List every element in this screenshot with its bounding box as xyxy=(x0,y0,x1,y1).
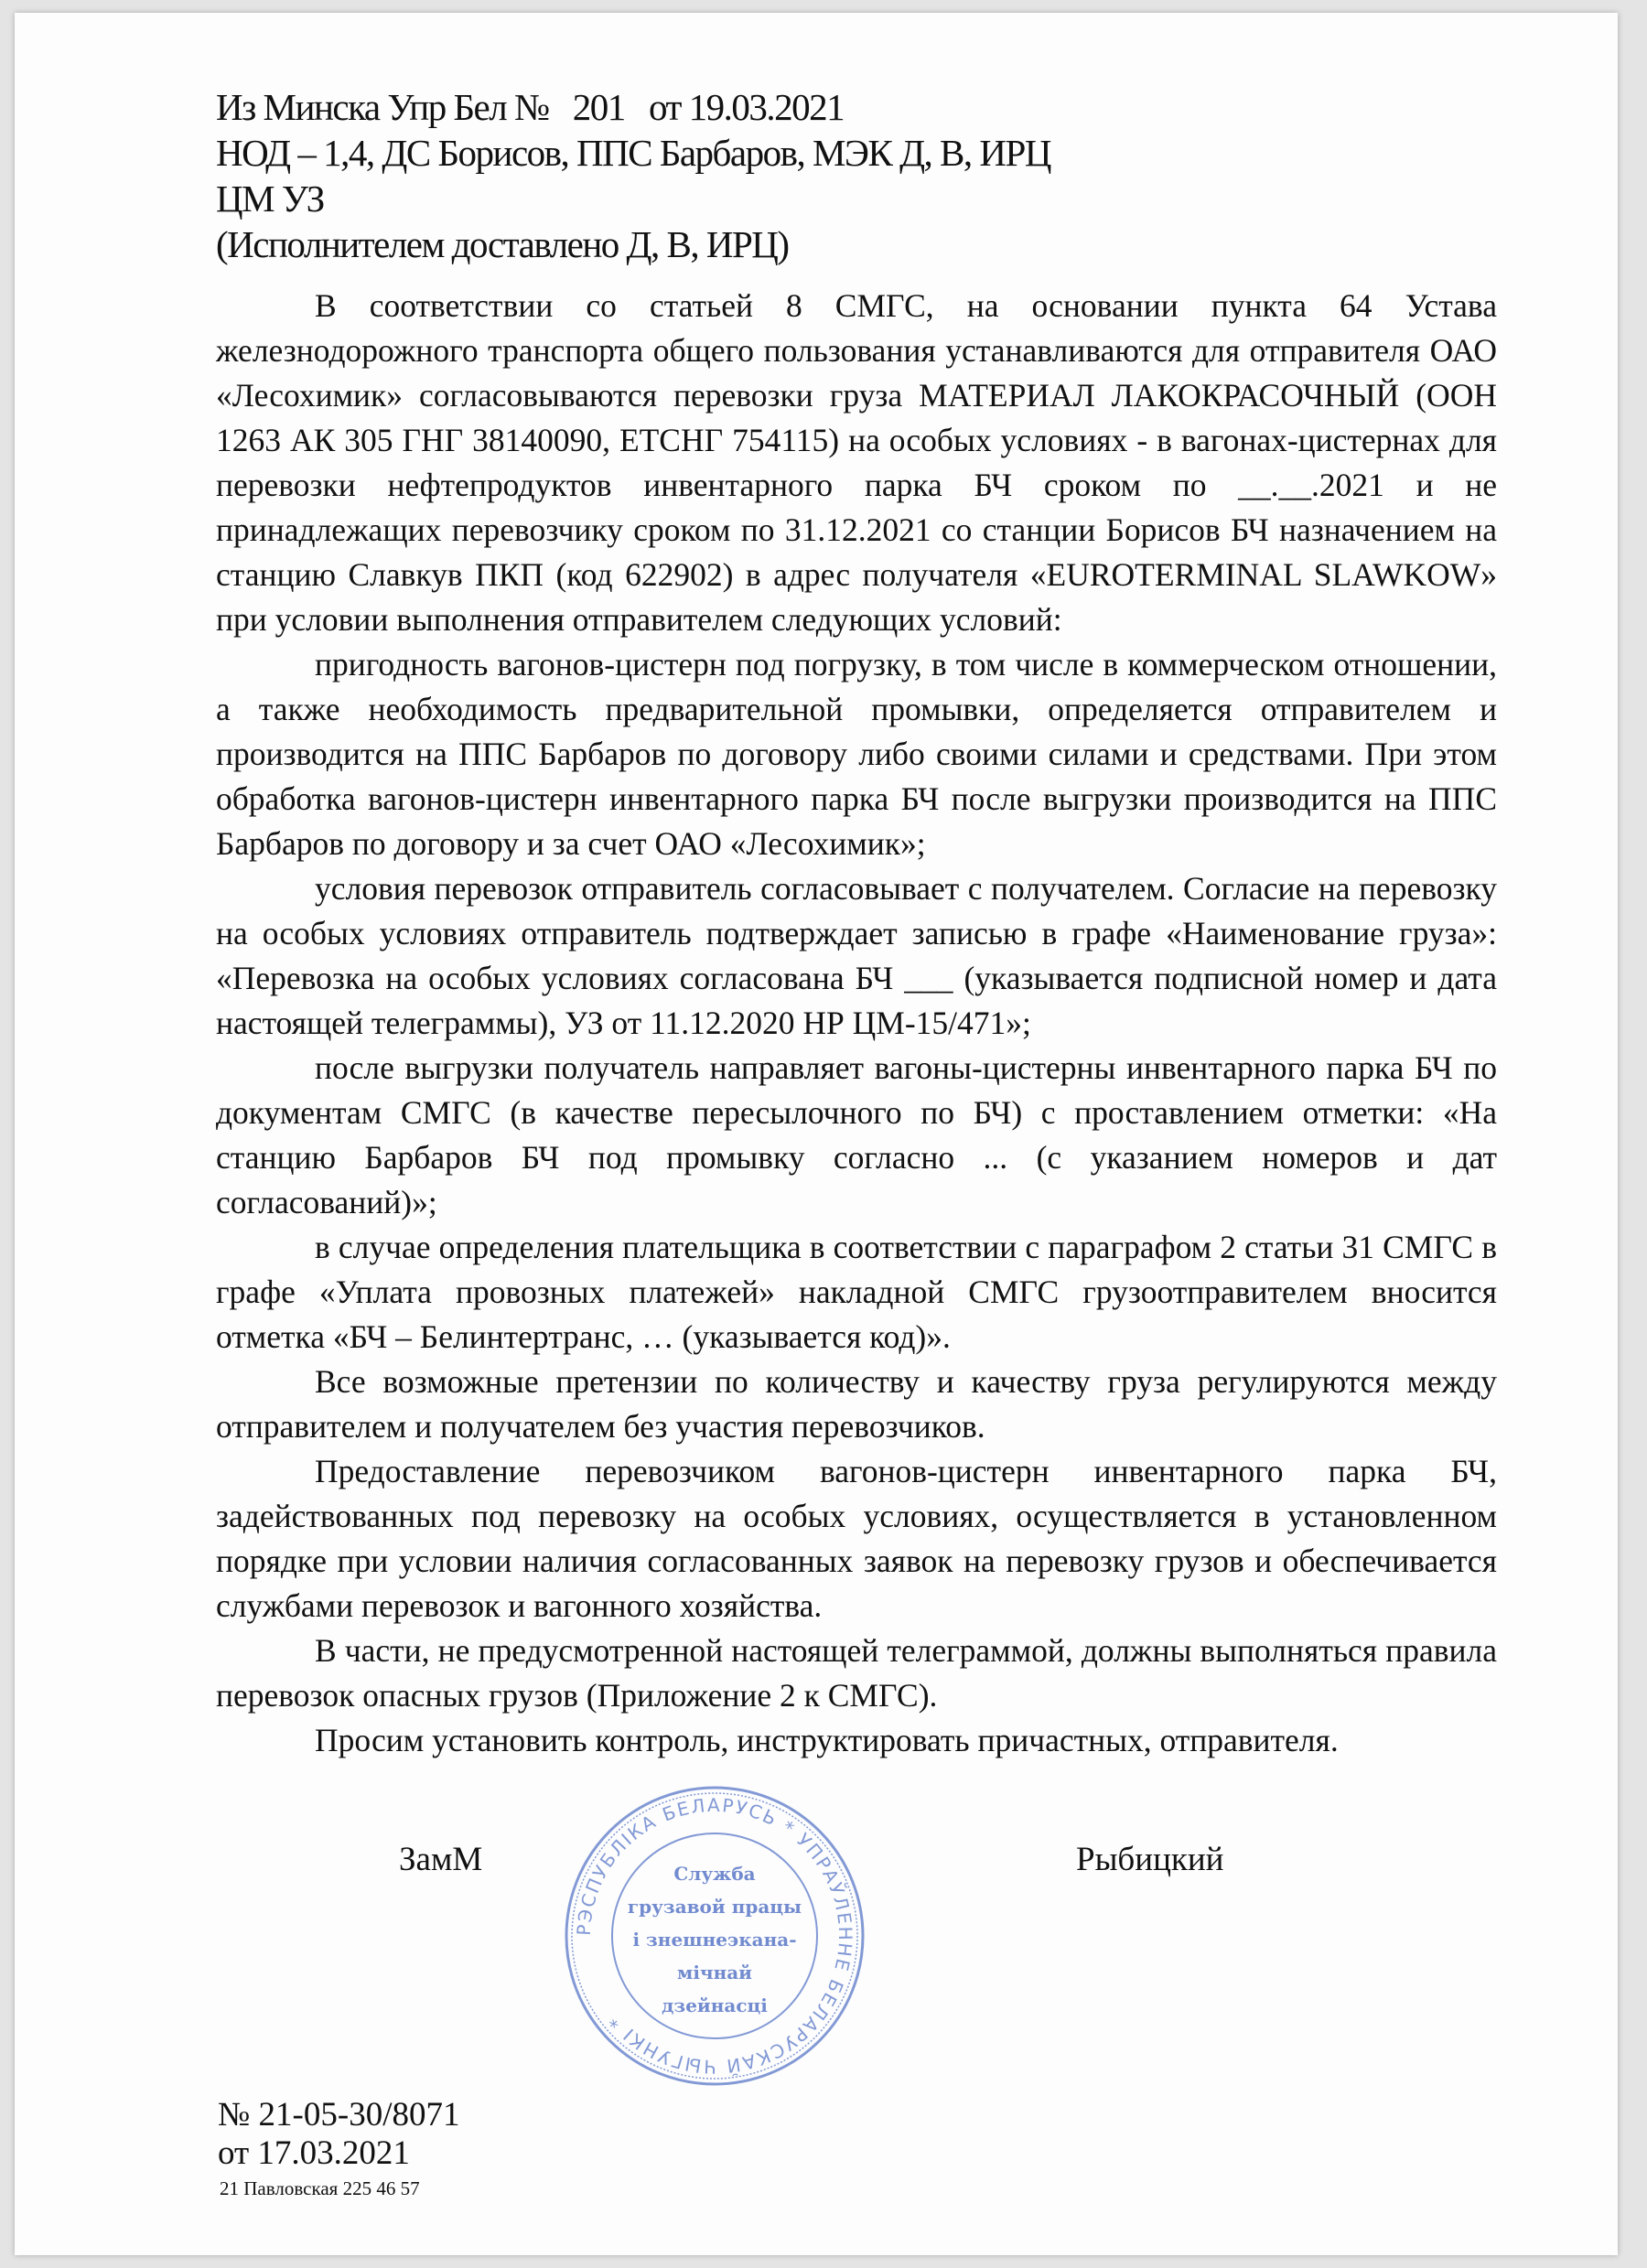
header-line: Из Минска Упр Бел № 201 от 19.03.2021 xyxy=(216,86,845,128)
outgoing-reference xyxy=(216,2096,1512,2173)
executor-contact: 21 Павловская 225 46 57 xyxy=(220,2177,420,2199)
header-line: (Исполнителем доставлено Д, В, ИРЦ) xyxy=(216,223,789,265)
telegram-header xyxy=(216,84,1512,267)
document-page xyxy=(15,13,1618,2255)
stamp-line: грузавой працы xyxy=(627,1896,802,1918)
paragraph: Предоставление перевозчиком вагонов-цистерн инвентарного парка БЧ, задействованных под перевозку на особых условиях, осуществляется в установленном порядке при условии наличия согласованных заявок на перевозку грузов и обеспечивается службами перевозок и вагонного хозяйства. xyxy=(216,1453,1497,1624)
stamp-line: мічнай xyxy=(676,1962,753,1983)
signature-row xyxy=(216,1785,1497,2087)
header-line: НОД – 1,4, ДС Борисов, ППС Барбаров, МЭК Д, В, ИРЦ xyxy=(216,132,1050,174)
stamp-line: Служба xyxy=(673,1863,756,1885)
paragraph: В соответствии со статьей 8 СМГС, на основании пункта 64 Устава железнодорожного транспорта общего пользования устанавливаются для отправителя ОАО «Лесохимик» согласовываются перевозки груза МАТЕРИАЛ ЛАКОКРАСОЧНЫЙ (ООН 1263 АК 305 ГНГ 38140090, ЕТСНГ 754115) на особых условиях - в вагонах-цистернах для перевозки нефтепродуктов инвентарного парка БЧ сроком по __.__.2021 и не принадлежащих перевозчику сроком по 31.12.2021 со станции Борисов БЧ назначением на станцию Славкув ПКП (код 622902) в адрес получателя «EUROTERMINAL SLAWKOW» при условии выполнения отправителем следующих условий: xyxy=(216,287,1497,638)
paragraph: Все возможные претензии по количеству и качеству груза регулируются между отправителем и получателем без участия перевозчиков. xyxy=(216,1363,1497,1445)
paragraph: пригодность вагонов-цистерн под погрузку, в том числе в коммерческом отношении, а также необходимость предварительной промывки, определяется отправителем и производится на ППС Барбаров по договору либо своими силами и средствами. При этом обработка вагонов-цистерн инвентарного парка БЧ после выгрузки производится на ППС Барбаров по договору и за счет ОАО «Лесохимик»; xyxy=(216,646,1497,862)
telegram-body xyxy=(216,284,1497,1763)
signatory-name: Рыбицкий xyxy=(1076,1841,1224,1878)
reference-date: от 17.03.2021 xyxy=(218,2134,410,2172)
header-line: ЦМ УЗ xyxy=(216,177,324,220)
paragraph: после выгрузки получатель направляет вагоны-цистерны инвентарного парка БЧ по документам СМГС (в качестве пересылочного по БЧ) с проставлением отметки: «На станцию Барбаров БЧ под промывку согласно ... (с указанием номеров и дат согласований)»; xyxy=(216,1049,1497,1220)
paragraph: в случае определения плательщика в соответствии с параграфом 2 статьи 31 СМГС в графе «Уплата провозных платежей» накладной СМГС грузоотправителем вносится отметка «БЧ – Белинтертранс, … (указывается код)». xyxy=(216,1229,1497,1355)
stamp-outer-text: РЭСПУБЛІКА БЕЛАРУСЬ * УПРАЎЛЕННЕ БЕЛАРУСКАЙ ЧЫГУНКІ * xyxy=(572,1793,857,2079)
paragraph: условия перевозок отправитель согласовывает с получателем. Согласие на перевозку на особых условиях отправитель подтверждает записью в графе «Наименование груза»: «Перевозка на особых условиях согласована БЧ ___ (указывается подписной номер и дата настоящей телеграммы), УЗ от 11.12.2020 НР ЦМ-15/471»; xyxy=(216,870,1497,1041)
signatory-position: ЗамМ xyxy=(399,1841,483,1878)
paragraph: В части, не предусмотренной настоящей телеграммой, должны выполняться правила перевозок опасных грузов (Приложение 2 к СМГС). xyxy=(216,1632,1497,1714)
stamp-line: і знешнеэкана- xyxy=(632,1929,797,1951)
official-stamp xyxy=(564,1785,866,2087)
reference-number: № 21-05-30/8071 xyxy=(218,2096,460,2134)
stamp-line: дзейнасці xyxy=(662,1994,768,2016)
paragraph: Просим установить контроль, инструктировать причастных, отправителя. xyxy=(315,1722,1339,1758)
